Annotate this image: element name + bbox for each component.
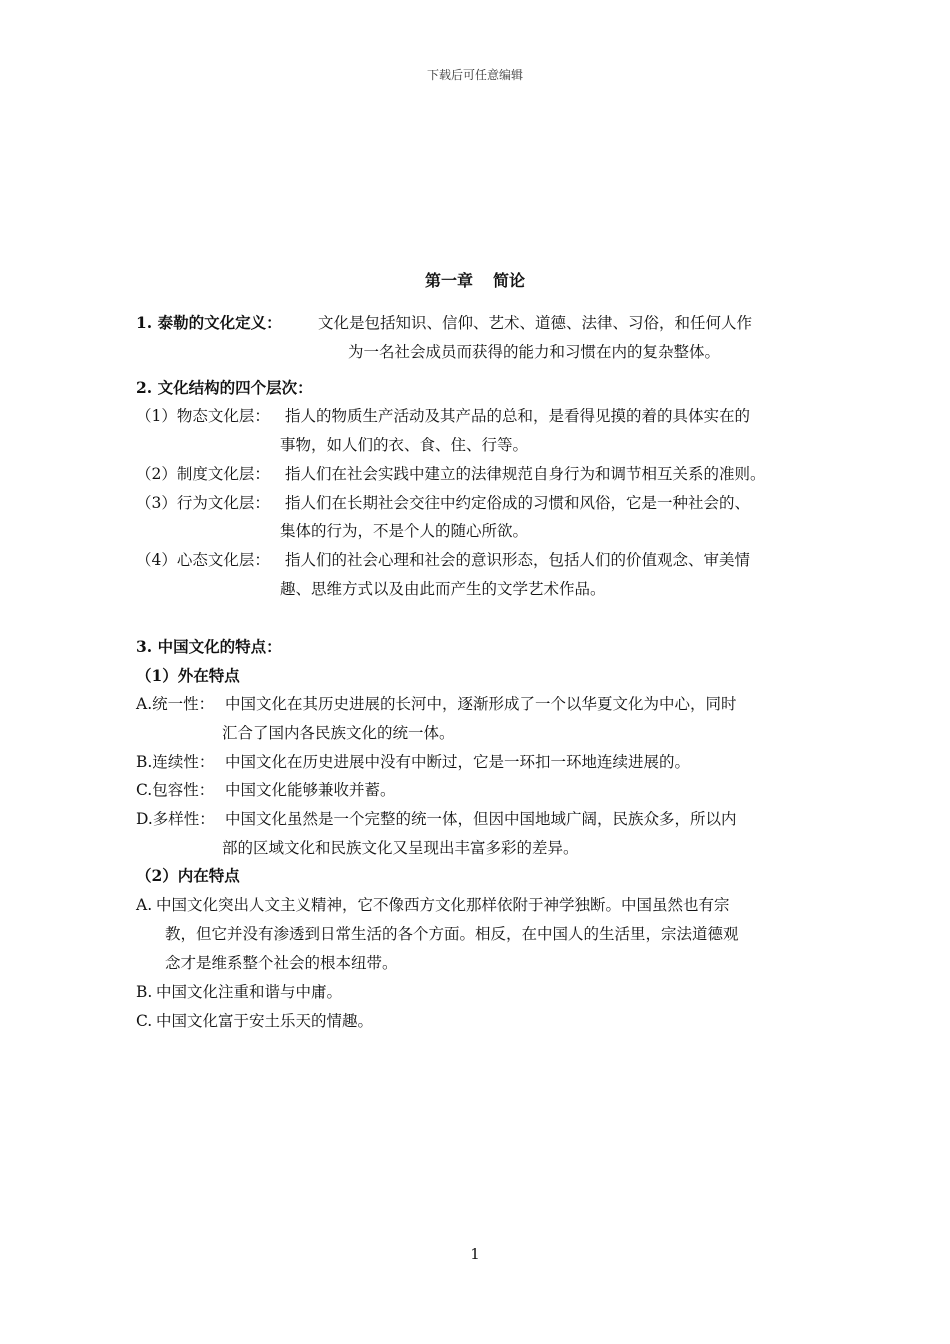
- layer-2-label: （2）制度文化层：: [136, 465, 270, 483]
- layer-4-label: （4）心态文化层：: [136, 551, 270, 569]
- internal-features-heading: （2）内在特点: [136, 866, 240, 885]
- feature-b-line1: 中国文化在历史进展中没有中断过，它是一环扣一环地连续进展的。: [225, 753, 691, 771]
- layer-3-line1: 指人们在长期社会交往中约定俗成的习惯和风俗，它是一种社会的、: [285, 494, 751, 512]
- chapter-number: 第一章: [424, 271, 473, 290]
- internal-c-line1: 中国文化富于安土乐天的情趣。: [156, 1012, 374, 1030]
- chapter-name: 简论: [493, 271, 526, 290]
- section-1-text-line1: 文化是包括知识、信仰、艺术、道德、法律、习俗，和任何人作: [318, 314, 753, 332]
- chapter-title: [0, 268, 950, 291]
- feature-d-line2: 部的区域文化和民族文化又呈现出丰富多彩的差异。: [222, 839, 579, 857]
- layer-4-line1: 指人们的社会心理和社会的意识形态，包括人们的价值观念、审美情: [285, 551, 751, 569]
- section-2-heading: 2. 文化结构的四个层次：: [136, 378, 313, 397]
- internal-a-line2: 教，但它并没有渗透到日常生活的各个方面。相反，在中国人的生活里，宗法道德观: [165, 925, 739, 943]
- section-3-heading: 3. 中国文化的特点：: [136, 637, 282, 656]
- internal-a-line1: 中国文化突出人文主义精神，它不像西方文化那样依附于神学独断。中国虽然也有宗: [156, 896, 730, 914]
- feature-a-line2: 汇合了国内各民族文化的统一体。: [222, 724, 455, 742]
- layer-2-line1: 指人们在社会实践中建立的法律规范自身行为和调节相互关系的准则。: [285, 465, 766, 483]
- internal-a-label: A.: [136, 896, 153, 914]
- layer-3-label: （3）行为文化层：: [136, 494, 270, 512]
- feature-c-line1: 中国文化能够兼收并蓄。: [225, 781, 396, 799]
- section-1-heading: 1. 泰勒的文化定义：: [136, 313, 282, 332]
- feature-a-label: A.统一性：: [136, 695, 215, 713]
- layer-1-line2: 事物，如人们的衣、食、住、行等。: [280, 436, 529, 454]
- internal-a-line3: 念才是维系整个社会的根本纽带。: [165, 954, 398, 972]
- feature-d-line1: 中国文化虽然是一个完整的统一体，但因中国地域广阔，民族众多，所以内: [225, 810, 737, 828]
- feature-b-label: B.连续性：: [136, 753, 215, 771]
- internal-b-line1: 中国文化注重和谐与中庸。: [156, 983, 343, 1001]
- layer-4-line2: 趣、思维方式以及由此而产生的文学艺术作品。: [280, 580, 606, 598]
- feature-c-label: C.包容性：: [136, 781, 215, 799]
- internal-b-label: B.: [136, 983, 153, 1001]
- feature-d-label: D.多样性：: [136, 810, 215, 828]
- page-header: 下载后可任意编辑: [426, 68, 523, 82]
- layer-1-line1: 指人的物质生产活动及其产品的总和，是看得见摸的着的具体实在的: [285, 407, 751, 425]
- section-1-text-line2: 为一名社会成员而获得的能力和习惯在内的复杂整体。: [348, 343, 721, 361]
- layer-3-line2: 集体的行为，不是个人的随心所欲。: [280, 522, 529, 540]
- internal-c-label: C.: [136, 1012, 153, 1030]
- feature-a-line1: 中国文化在其历史进展的长河中，逐渐形成了一个以华夏文化为中心，同时: [225, 695, 737, 713]
- external-features-heading: （1）外在特点: [136, 666, 240, 685]
- page-number: 1: [470, 1245, 480, 1263]
- layer-1-label: （1）物态文化层：: [136, 407, 270, 425]
